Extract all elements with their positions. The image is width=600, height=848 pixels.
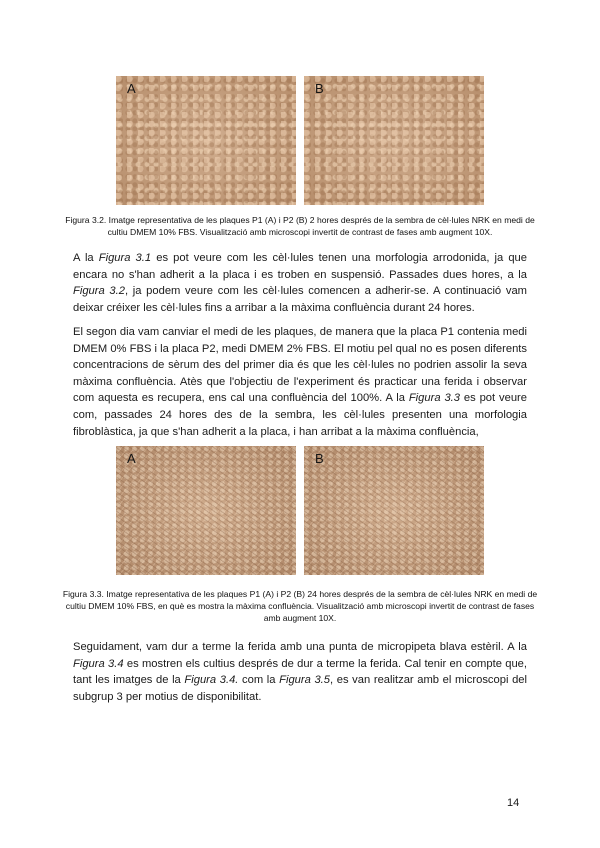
- panel-label-b: B: [315, 81, 324, 96]
- figure-reference: Figura 3.1: [98, 252, 152, 264]
- page-number: 14: [507, 797, 520, 809]
- figure-3-2-images: [0, 76, 600, 205]
- figure-reference: Figura 3.2: [73, 285, 125, 298]
- figure-3-2-caption: Figura 3.2. Imatge representativa de les plaques P1 (A) i P2 (B) 2 hores després de la sembra de cèl·lules NRK en medi de cultiu DMEM 10% FBS. Visualització amb microscopi invertit de contrast de fases amb augment 10X.: [65, 215, 535, 237]
- figure-3-3-images: [0, 446, 600, 575]
- paragraph-1: A la Figura 3.1 es pot veure com les cèl·lules tenen una morfologia arrodonida, ja que encara no s'han adherit a la placa i es troben en suspensió. Passades dues hores, a la Figura 3.2, ja podem veure com les cèl·lules comencen a adherir-se. A continuació vam deixar créixer les cèl·lules fins a arribar a la màxima confluència durant 24 hores.: [73, 252, 527, 314]
- figure-reference: Figura 3.4: [73, 657, 124, 670]
- panel-label-b: B: [315, 451, 324, 466]
- panel-label-a: A: [127, 81, 136, 96]
- figure-reference: Figura 3.5: [279, 674, 331, 687]
- panel-label-a: A: [127, 451, 136, 466]
- figure-reference: Figura 3.3: [408, 392, 460, 405]
- figure-3-3-caption: Figura 3.3. Imatge representativa de les plaques P1 (A) i P2 (B) 24 hores després de la sembra de cèl·lules NRK en medi de cultiu DMEM 10% FBS, en què es mostra la màxima confluència. Visualització amb microscopi invertit de contrast de fases amb augment 10X.: [62, 589, 538, 623]
- micrograph-p2-2h: [304, 76, 484, 205]
- micrograph-p1-2h: [116, 76, 296, 205]
- micrograph-p1-24h: [116, 446, 296, 575]
- paragraph-2: El segon dia vam canviar el medi de les plaques, de manera que la placa P1 contenia medi DMEM 0% FBS i la placa P2, medi DMEM 2% FBS. El motiu pel qual no es posen diferents concentracions de sèrum des del primer dia és que les cèl·lules no podrien assolir la seva màxima confluència. Atès que l'objectiu de l'experiment és practicar una ferida i observar com aquesta es recupera, ens cal una confluència del 100%. A la Figura 3.3 es pot veure com, passades 24 hores des de la sembra, les cèl·lules presenten una morfologia fibroblàstica, ja que s'han adherit a la placa, i han arribat a la màxima confluència,: [73, 326, 528, 438]
- paragraph-3: Seguidament, vam dur a terme la ferida amb una punta de micropipeta blava estèril. A la Figura 3.4 es mostren els cultius després de dur a terme la ferida. Cal tenir en compte que, tant les imatges de la Figura 3.4. com la Figura 3.5, es van realitzar amb el microscopi del subgrup 3 per motius de disponibilitat.: [73, 641, 527, 703]
- micrograph-p2-24h: [304, 446, 484, 575]
- figure-reference: Figura 3.4.: [184, 674, 239, 687]
